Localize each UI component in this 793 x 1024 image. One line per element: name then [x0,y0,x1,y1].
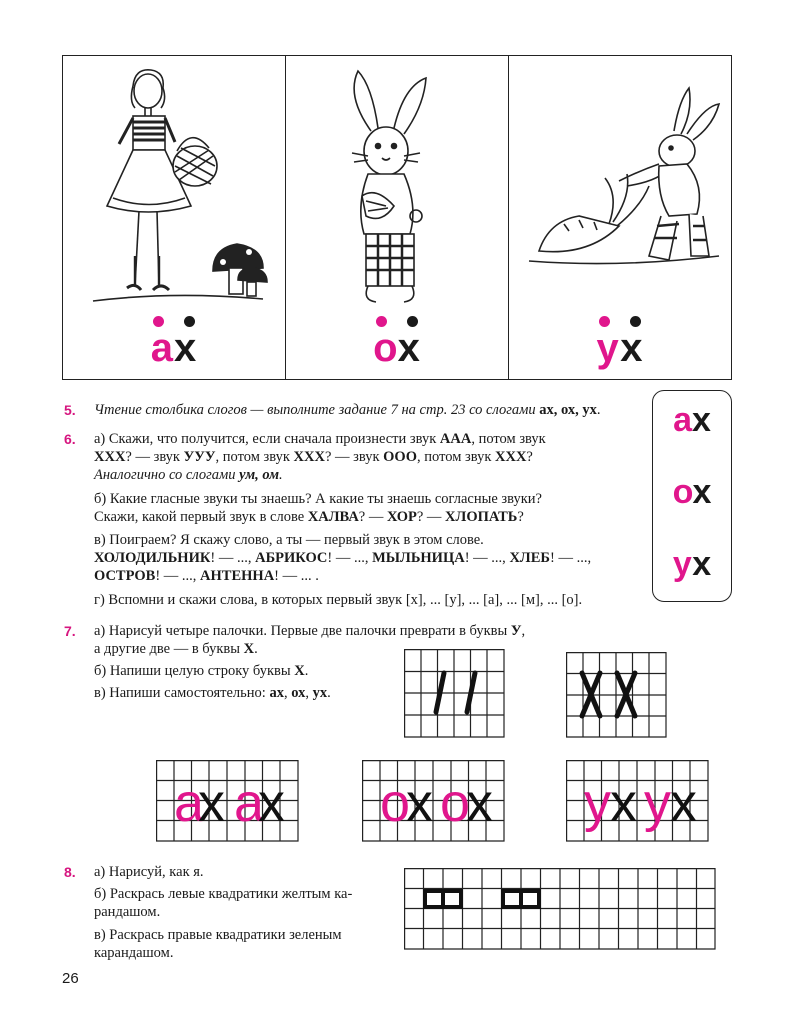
text: Аналогично со слогами [94,467,240,483]
text: Х [294,663,305,679]
text: , [283,685,292,701]
sample-letter-a: а [234,773,265,833]
task-number: 6. [64,431,76,447]
text: , потом звук [215,449,294,465]
sample-letter-x: х [198,773,225,833]
task8-c [94,926,394,962]
text: , потом звук [417,449,495,465]
sample-letter-x: х [466,773,493,833]
punct: . [596,402,601,418]
vowel-letter: а [150,326,174,370]
task-number: 8. [64,864,76,880]
task5-bold: ах, ох, ух [539,402,597,418]
task6-a [94,430,649,484]
text: . [327,685,331,701]
sample-letter-x: х [406,773,433,833]
text: ХОР [386,509,417,525]
text: ух [312,685,328,701]
sample-letter-x: х [258,773,285,833]
task7-c [94,684,331,702]
sample-letter-a: а [174,773,205,833]
text: ООО [383,449,417,465]
text: ХЛОПАТЬ [445,509,518,525]
writing-grid-ox [362,760,505,842]
text: Скажи, какой первый звук в слове [94,509,308,525]
task8-b [94,885,394,921]
vowel-letter: а [673,401,692,439]
text: рандашом. [94,904,161,920]
writing-grid-x [566,652,667,738]
sample-letter-x: х [610,773,637,833]
text: У [510,623,522,639]
text: карандашом. [94,945,174,961]
text: ХХХ [495,449,527,465]
sample-letter-x: х [670,773,697,833]
right-square [521,891,539,907]
task6-b [94,490,649,526]
text: АНТЕННА [200,568,275,584]
picture-card-3 [509,56,731,379]
picture-card-2 [286,56,509,379]
text: ХХХ [293,449,325,465]
text: ХОЛОДИЛЬНИК [94,550,211,566]
text: б) Напиши целую строку буквы [94,663,295,679]
task6-c [94,531,649,585]
text: ! — ..., [327,550,373,566]
vowel-letter: у [596,326,621,370]
task-number: 7. [64,623,76,639]
text: ? [526,449,533,465]
text: ХХХ [94,449,126,465]
picture-card-1 [63,56,286,379]
text: б) Раскрась левые квадратики желтым ка- [94,886,353,902]
text: ! — ... . [274,568,319,584]
text: в) Раскрась правые квадратики зеленым [94,927,342,943]
sample-letter-o: о [380,773,411,833]
right-square [443,891,461,907]
text: ХАЛВА [307,509,359,525]
writing-grid-ax [156,760,299,842]
text: . [304,663,309,679]
task7-b [94,662,308,680]
left-square [503,891,521,907]
task-number: 5. [64,402,76,418]
consonant-letter: х [692,473,712,511]
vowel-letter: о [373,326,398,370]
consonant-letter: х [174,326,198,370]
syllable-label [63,326,285,371]
girl-with-basket-picture [63,56,290,316]
text: ! — ..., [464,550,510,566]
left-square [425,891,443,907]
text: а другие две — в буквы [94,641,244,657]
text: ХЛЕБ [509,550,550,566]
text: МЫЛЬНИЦА [372,550,465,566]
text: б) Какие гласные звуки ты знаешь? А какие ты знаешь согласные звуки? [94,491,542,507]
text: . [254,641,258,657]
text: ах [269,685,284,701]
text: УУУ [183,449,216,465]
consonant-letter: х [692,401,711,439]
picture-strip [62,55,732,380]
vowel-letter: о [672,473,693,511]
writing-grid-sticks [404,649,505,738]
text: а) Скажи, что получится, если сначала произнести звук [94,431,440,447]
sample-letter-u: у [644,773,671,833]
text: ОСТРОВ [94,568,156,584]
syllable-ux [653,545,731,584]
syllable-label [509,326,731,371]
text: в) Поиграем? Я скажу слово, а ты — первый звук в этом слове. [94,532,484,548]
text: ! — ..., [210,550,256,566]
text: , [521,623,526,639]
sample-letter-u: у [584,773,611,833]
text: ? [517,509,524,525]
text: Х [243,641,255,657]
text: АБРИКОС [255,550,328,566]
task5-text [94,401,644,419]
task8-a: а) Нарисуй, как я. [94,864,204,880]
coloring-grid [404,868,716,950]
syllable-label [286,326,508,371]
bunny-bandaged-picture [286,56,501,316]
text: ААА [439,431,472,447]
text: в) Напиши самостоятельно: [94,685,270,701]
text: ! — ..., [549,550,592,566]
text: ум, ом [239,467,280,483]
text: ох [291,685,306,701]
bunny-carrot-picture [509,56,734,316]
text: , [305,685,313,701]
text: а) Нарисуй четыре палочки. Первые две палочки преврати в буквы [94,623,511,639]
text: ? — [358,509,387,525]
consonant-letter: х [692,545,712,583]
text: , потом звук [471,431,546,447]
syllable-ox [653,473,731,512]
text: . [279,467,283,483]
consonant-letter: х [397,326,421,370]
text: ? — [416,509,446,525]
syllable-ax [653,401,731,440]
consonant-letter: х [620,326,644,370]
page-number: 26 [62,970,79,987]
text: ! — ..., [155,568,201,584]
task5-italic: Чтение столбика слогов — выполните задание 7 на стр. 23 со слогами [94,402,540,418]
vowel-letter: у [672,545,693,583]
syllable-column-box [652,390,732,602]
sample-letter-o: о [440,773,471,833]
writing-grid-ux [566,760,709,842]
task6-d: г) Вспомни и скажи слова, в которых первый звук [х], ... [у], ... [а], ... [м], ... [о]. [94,592,583,608]
text: ? — звук [125,449,184,465]
text: ? — звук [324,449,384,465]
